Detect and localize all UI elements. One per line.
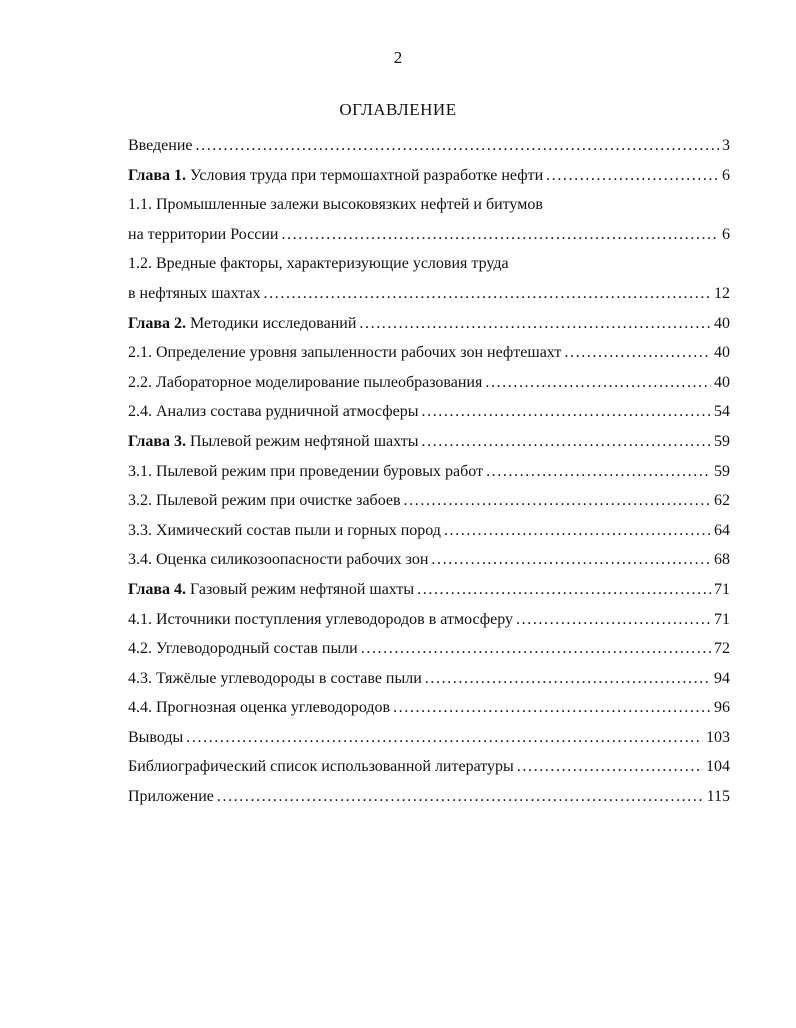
toc-entry-label: 2.4. Анализ состава рудничной атмосферы: [128, 403, 419, 421]
toc-entry-page: 40: [714, 314, 730, 332]
toc-entry-label: 4.4. Прогнозная оценка углеводородов: [128, 699, 391, 717]
toc-entry-label: Выводы: [128, 728, 184, 746]
toc-entry: [128, 279, 730, 309]
toc-entry: [128, 723, 730, 753]
toc-entry-label: Библиографический список использованной литературы: [128, 758, 514, 776]
toc-entry-page: 62: [714, 492, 730, 510]
leader-dots: [186, 723, 703, 753]
toc-entry-page: 6: [722, 166, 730, 184]
toc-entry-first-line: 1.2. Вредные факторы, характеризующие условия труда: [128, 255, 509, 273]
toc-entry-label: Условия труда при термошахтной разработке нефти: [186, 166, 544, 184]
leader-dots: [361, 634, 711, 664]
toc-entry-label: 3.3. Химический состав пыли и горных пород: [128, 521, 441, 539]
toc-entry-page: 71: [714, 610, 730, 628]
toc-entry-page: 64: [714, 521, 730, 539]
toc-entry-label: 3.1. Пылевой режим при проведении буровых работ: [128, 462, 484, 480]
toc-entry-page: 40: [714, 344, 730, 362]
toc-entry-page: 103: [706, 728, 730, 746]
toc-entry: [128, 575, 730, 605]
toc-entry-page: 3: [722, 137, 730, 154]
leader-dots: [422, 397, 712, 427]
toc-entry: [128, 161, 730, 191]
toc-entry-page: 71: [714, 580, 730, 598]
toc-entry-label: 3.2. Пылевой режим при очистке забоев: [128, 492, 401, 510]
chapter-number: Глава 1.: [128, 166, 186, 184]
leader-dots: [359, 309, 711, 339]
table-of-contents: [128, 131, 730, 812]
toc-entry: [128, 693, 730, 723]
toc-entry-label: Методики исследований: [186, 314, 357, 332]
toc-entry: [128, 545, 730, 575]
leader-dots: [196, 131, 720, 161]
leader-dots: [486, 457, 711, 487]
toc-entry-page: 59: [714, 432, 730, 450]
toc-title: ОГЛАВЛЕНИЕ: [339, 100, 457, 119]
toc-entry-label: Газовый режим нефтяной шахты: [186, 580, 415, 598]
toc-entry-label: 4.2. Углеводородный состав пыли: [128, 640, 358, 658]
leader-dots: [281, 220, 719, 250]
leader-dots: [485, 368, 711, 398]
toc-entry-label: 2.2. Лабораторное моделирование пылеобразования: [128, 373, 483, 391]
chapter-number: Глава 2.: [128, 314, 186, 332]
toc-entry-page: 68: [714, 551, 730, 569]
toc-entry-page: 40: [714, 373, 730, 391]
toc-entry-first-line: 1.1. Промышленные залежи высоковязких нефтей и битумов: [128, 196, 543, 214]
toc-entry-page: 115: [706, 788, 730, 806]
leader-dots: [217, 782, 704, 812]
toc-entry-label: на территории России: [128, 225, 279, 243]
toc-entry-label: 4.3. Тяжёлые углеводороды в составе пыли: [128, 669, 422, 687]
toc-entry-page: 6: [722, 225, 730, 243]
toc-entry: [128, 634, 730, 664]
toc-entry: [128, 605, 730, 635]
toc-entry-label: Приложение: [128, 788, 214, 806]
toc-entry-label: 2.1. Определение уровня запыленности рабочих зон нефтешахт: [128, 344, 562, 362]
toc-entry: [128, 752, 730, 782]
toc-entry: [128, 309, 730, 339]
leader-dots: [564, 338, 711, 368]
toc-entry: [128, 338, 730, 368]
toc-entry-label: Пылевой режим нефтяной шахты: [186, 432, 419, 450]
chapter-number: Глава 3.: [128, 432, 186, 450]
leader-dots: [393, 693, 711, 723]
leader-dots: [444, 516, 711, 546]
toc-entry: [128, 486, 730, 516]
leader-dots: [516, 605, 711, 635]
leader-dots: [404, 486, 711, 516]
leader-dots: [517, 752, 703, 782]
toc-entry: [128, 782, 730, 812]
toc-entry-page: 104: [706, 758, 730, 776]
leader-dots: [431, 545, 711, 575]
toc-entry-label: Введение: [128, 137, 193, 154]
toc-entry-page: 94: [714, 669, 730, 687]
leader-dots: [417, 575, 711, 605]
toc-entry: [128, 427, 730, 457]
toc-entry: [128, 457, 730, 487]
toc-entry: [128, 397, 730, 427]
leader-dots: [425, 664, 711, 694]
chapter-number: Глава 4.: [128, 580, 186, 598]
toc-entry-page: 59: [714, 462, 730, 480]
leader-dots: [422, 427, 712, 457]
toc-entry-page: 12: [714, 284, 730, 302]
toc-entry-label: 3.4. Оценка силикозоопасности рабочих зон: [128, 551, 429, 569]
toc-entry: [128, 516, 730, 546]
toc-entry: [128, 131, 730, 161]
toc-entry: [128, 220, 730, 250]
toc-entry-page: 54: [714, 403, 730, 421]
leader-dots: [546, 161, 719, 191]
toc-entry-label: в нефтяных шахтах: [128, 284, 261, 302]
page-number: 2: [393, 48, 403, 67]
toc-entry: [128, 664, 730, 694]
toc-entry-page: 96: [714, 699, 730, 717]
toc-entry-page: 72: [714, 640, 730, 658]
leader-dots: [264, 279, 711, 309]
toc-entry: [128, 368, 730, 398]
toc-entry-label: 4.1. Источники поступления углеводородов в атмосферу: [128, 610, 514, 628]
